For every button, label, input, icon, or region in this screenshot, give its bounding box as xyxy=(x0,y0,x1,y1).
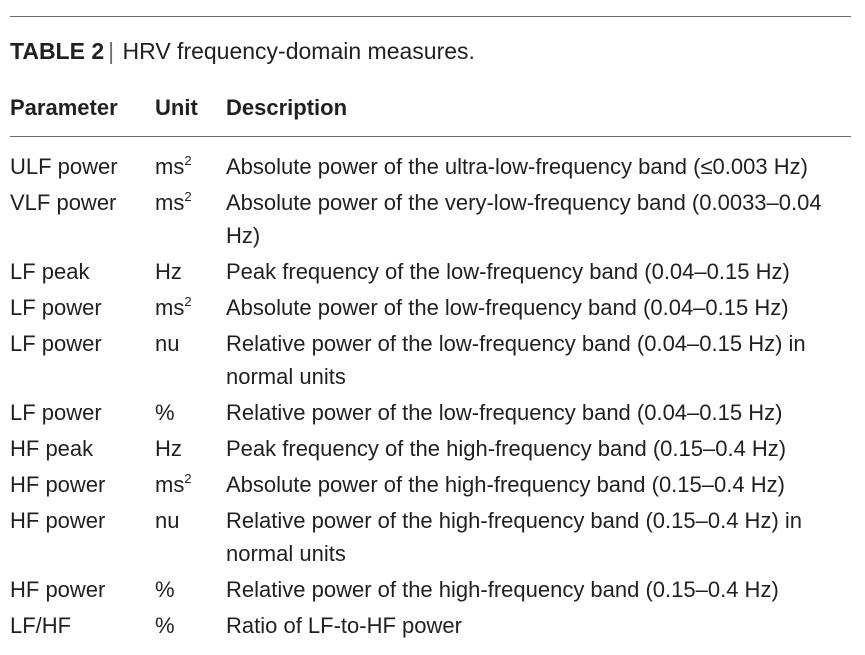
header-rule xyxy=(10,136,851,137)
description-cell: Absolute power of the high-frequency band (0.15–0.4 Hz) xyxy=(226,472,785,497)
parameter-cell: VLF power xyxy=(10,190,117,215)
unit-cell: nu xyxy=(155,508,180,533)
table-caption-label: TABLE 2 xyxy=(10,38,105,64)
unit-cell: % xyxy=(155,400,175,425)
unit-cell: nu xyxy=(155,331,180,356)
parameter-cell: HF power xyxy=(10,472,106,497)
parameter-cell: LF/HF xyxy=(10,613,72,638)
table-row xyxy=(10,609,855,645)
table-caption xyxy=(10,36,475,66)
table-row xyxy=(10,396,855,432)
table-row xyxy=(10,468,855,504)
column-header-description: Description xyxy=(226,95,348,120)
column-header-parameter: Parameter xyxy=(10,95,118,120)
description-cell: Relative power of the high-frequency band (0.15–0.4 Hz) xyxy=(226,577,779,602)
parameter-cell: HF power xyxy=(10,508,106,533)
unit-cell: % xyxy=(155,613,175,638)
unit-cell: $ms^2$ xyxy=(155,189,192,215)
table-row xyxy=(10,573,855,609)
parameter-cell: ULF power xyxy=(10,154,118,179)
table-row xyxy=(10,327,855,396)
description-cell: Ratio of LF-to-HF power xyxy=(226,613,462,638)
table-top-rule xyxy=(10,16,851,17)
parameter-cell: LF power xyxy=(10,400,102,425)
description-cell: Peak frequency of the low-frequency band (0.04–0.15 Hz) xyxy=(226,259,790,284)
table-caption-text: HRV frequency-domain measures. xyxy=(122,38,475,64)
parameter-cell: HF peak xyxy=(10,436,94,461)
description-cell: Relative power of the high-frequency band (0.15–0.4 Hz) in normal units xyxy=(226,508,803,566)
table-row xyxy=(10,186,855,255)
table-caption-separator: | xyxy=(108,38,115,64)
column-header-unit: Unit xyxy=(155,95,198,120)
description-cell: Peak frequency of the high-frequency band (0.15–0.4 Hz) xyxy=(226,436,787,461)
unit-cell: $ms^2$ xyxy=(155,471,192,497)
parameter-cell: LF power xyxy=(10,331,102,356)
table-row xyxy=(10,150,855,186)
table-row xyxy=(10,255,855,291)
unit-cell: % xyxy=(155,577,175,602)
description-cell: Relative power of the low-frequency band (0.04–0.15 Hz) in normal units xyxy=(226,331,806,389)
table-row xyxy=(10,291,855,327)
table-row xyxy=(10,432,855,468)
parameter-cell: LF power xyxy=(10,295,102,320)
table-row xyxy=(10,504,855,573)
description-cell: Absolute power of the very-low-frequency band (0.0033–0.04 Hz) xyxy=(226,190,822,248)
unit-cell: Hz xyxy=(155,259,182,284)
parameter-cell: LF peak xyxy=(10,259,90,284)
unit-cell: Hz xyxy=(155,436,182,461)
description-cell: Absolute power of the ultra-low-frequency band (≤0.003 Hz) xyxy=(226,154,808,179)
parameter-cell: HF power xyxy=(10,577,106,602)
unit-cell: $ms^2$ xyxy=(155,294,192,320)
table-body xyxy=(10,150,855,645)
unit-cell: $ms^2$ xyxy=(155,153,192,179)
description-cell: Absolute power of the low-frequency band (0.04–0.15 Hz) xyxy=(226,295,789,320)
description-cell: Relative power of the low-frequency band (0.04–0.15 Hz) xyxy=(226,400,783,425)
